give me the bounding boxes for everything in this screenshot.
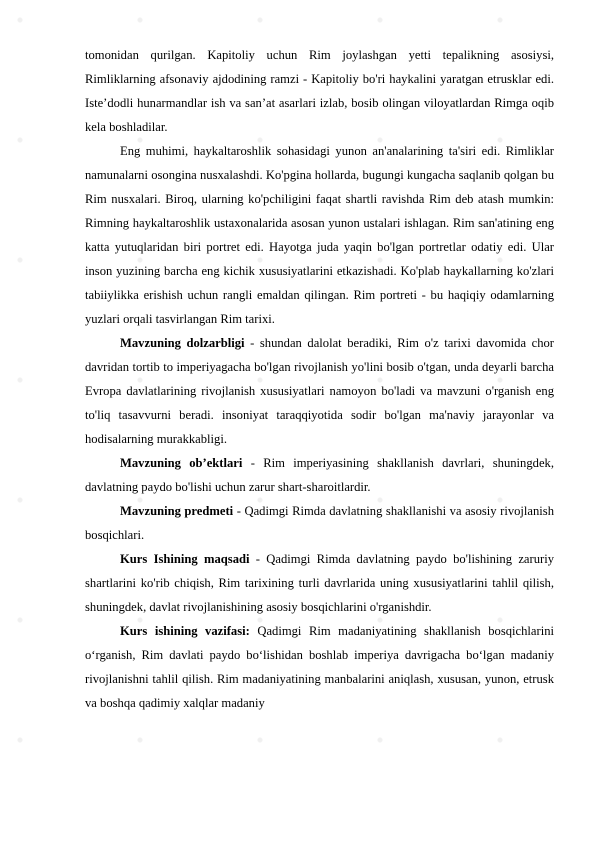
paragraph-lead: Kurs Ishining maqsadi xyxy=(120,552,250,566)
paragraph-text: - Rim imperiyasining shakllanish davrlari, shuningdek, davlatning paydo bo'lishi uchun zarur shart-sharoitlardir. xyxy=(85,456,554,494)
document-body xyxy=(85,43,554,715)
paragraph-dolzarbligi xyxy=(85,331,554,451)
paragraph-vazifasi xyxy=(85,619,554,715)
paragraph-text: - Qadimgi Rimda davlatning paydo bo'lishining zaruriy shartlarini ko'rib chiqish, Rim tarixining turli davrlarida uning xususiyatlarini tahlil qilish, shuningdek, davlat rivojlanishining asosiy bosqichlarini o'rganishdir. xyxy=(85,552,554,614)
paragraph-continuation xyxy=(85,43,554,139)
paragraph-predmeti xyxy=(85,499,554,547)
paragraph-maqsadi xyxy=(85,547,554,619)
paragraph-haykaltaroshlik xyxy=(85,139,554,331)
paragraph-text: - Qadimgi Rimda davlatning shakllanishi va asosiy rivojlanish bosqichlari. xyxy=(85,504,554,542)
paragraph-lead: Kurs ishining vazifasi: xyxy=(120,624,250,638)
paragraph-lead: Mavzuning dolzarbligi xyxy=(120,336,245,350)
paragraph-text: tomonidan qurilgan. Kapitoliy uchun Rim joylashgan yetti tepalikning asosiysi, Rimliklarning afsonaviy ajdodining ramzi - Kapitoliy bo'ri haykalini yaratgan etrusklar edi. Iste’dodli hunarmandlar ish va san’at asarlari izlab, bosib olingan viloyatlardan Rimga oqib kela boshladilar. xyxy=(85,48,554,134)
paragraph-text: Qadimgi Rim madaniyatining shakllanish bosqichlarini o‘rganish, Rim davlati paydo bo‘lishidan boshlab imperiya davrigacha bo‘lgan madaniy rivojlanishni tahlil qilish. Rim madaniyatining manbalarini aniqlash, xususan, yunon, etrusk va boshqa qadimiy xalqlar madaniy xyxy=(85,624,554,710)
paragraph-text: - shundan dalolat beradiki, Rim o'z tarixi davomida chor davridan tortib to imperiyagacha bo'lgan rivojlanish yo'lini bosib o'tgan, unda deyarli barcha Evropa davlatlarining rivojlanish xususiyatlari namoyon bo'ladi va mavzuni o'rganish eng to'liq tasavvurni beradi. insoniyat taraqqiyotida sodir bo'lgan ma'naviy jarayonlar va hodisalarning murakkabligi. xyxy=(85,336,554,446)
paragraph-obektlari xyxy=(85,451,554,499)
paragraph-lead: Mavzuning ob’ektlari xyxy=(120,456,243,470)
paragraph-lead: Mavzuning predmeti xyxy=(120,504,234,518)
paragraph-text: Eng muhimi, haykaltaroshlik sohasidagi yunon an'analarining ta'siri edi. Rimliklar namunalarni osongina nusxalashdi. Ko'pgina hollarda, bugungi kungacha saqlanib qolgan bu Rim nusxalari. Biroq, ularning ko'pchiligini faqat shartli ravishda Rim deb atash mumkin: Rimning haykaltaroshlik ustaxonalarida asosan yunon ustalari ishlagan. Rim san'atining eng katta yutuqlaridan biri portret edi. Hayotga juda yaqin bo'lgan portretlar odatiy edi. Ular inson yuzining barcha eng kichik xususiyatlarini etkazishadi. Ko'plab haykallarning ko'zlari tabiiylikka erishish uchun rangli emaldan qilingan. Rim portreti - bu haqiqiy odamlarning yuzlari orqali tasvirlangan Rim tarixi. xyxy=(85,144,554,326)
